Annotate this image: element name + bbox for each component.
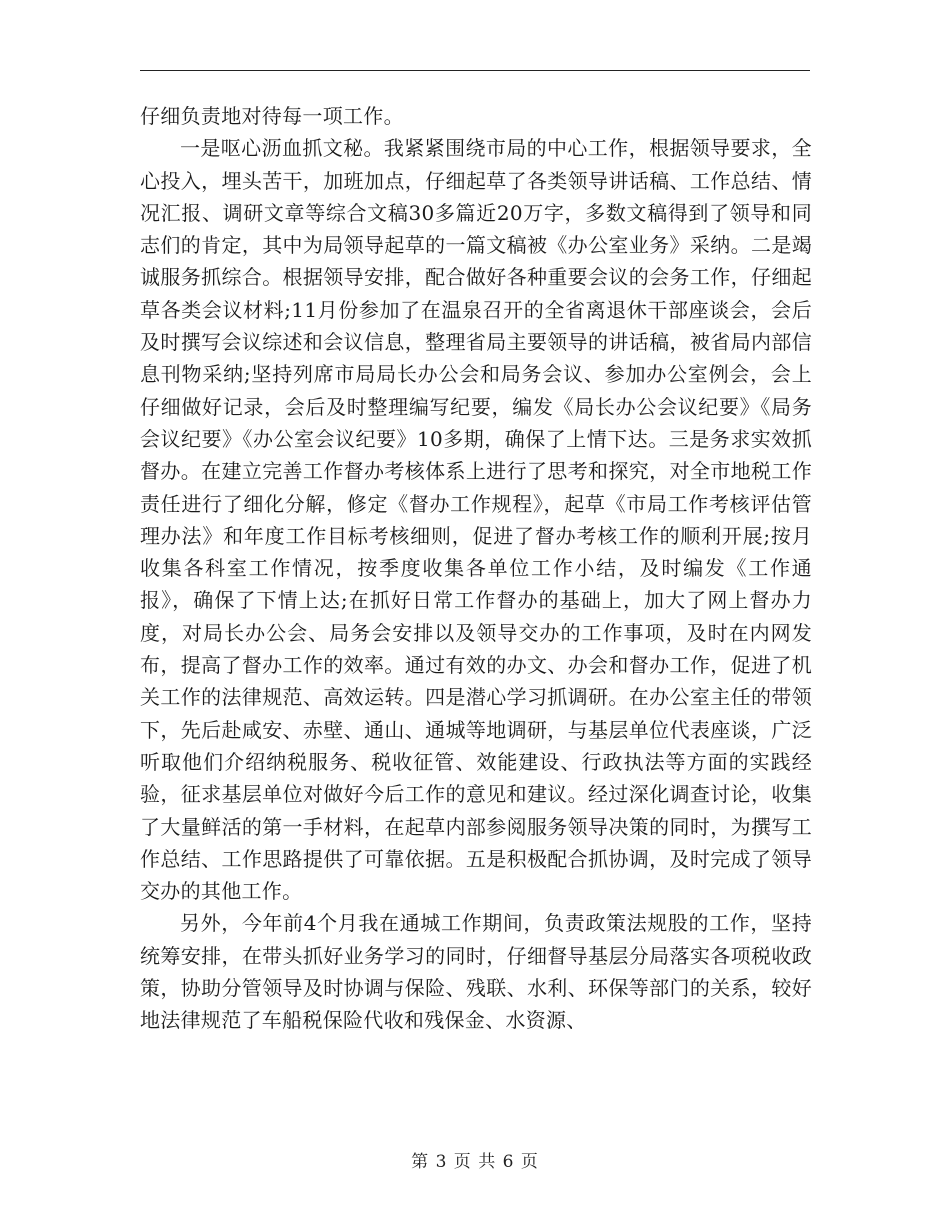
paragraph-work-items: 一是呕心沥血抓文秘。我紧紧围绕市局的中心工作，根据领导要求，全心投入，埋头苦干，加班加点，仔细起草了各类领导讲话稿、工作总结、情况汇报、调研文章等综合文稿30多篇近20万字，多数文稿得到了领导和同志们的肯定，其中为局领导起草的一篇文稿被《办公室业务》采纳。二是竭诚服务抓综合。根据领导安排，配合做好各种重要会议的会务工作，仔细起草各类会议材料;11月份参加了在温泉召开的全省离退休干部座谈会，会后及时撰写会议综述和会议信息，整理省局主要领导的讲话稿，被省局内部信息刊物采纳;坚持列席市局局长办公会和局务会议、参加办公室例会，会上仔细做好记录，会后及时整理编写纪要，编发《局长办公会议纪要》《局务会议纪要》《办公室会议纪要》10多期，确保了上情下达。三是务求实效抓督办。在建立完善工作督办考核体系上进行了思考和探究，对全市地税工作责任进行了细化分解，修定《督办工作规程》，起草《市局工作考核评估管理办法》和年度工作目标考核细则，促进了督办考核工作的顺利开展;按月收集各科室工作情况，按季度收集各单位工作小结，及时编发《工作通报》，确保了下情上达;在抓好日常工作督办的基础上，加大了网上督办力度，对局长办公会、局务会安排以及领导交办的工作事项，及时在内网发布，提高了督办工作的效率。通过有效的办文、办会和督办工作，促进了机关工作的法律规范、高效运转。四是潜心学习抓调研。在办公室主任的带领下，先后赴咸安、赤壁、通山、通城等地调研，与基层单位代表座谈，广泛听取他们介绍纳税服务、税收征管、效能建设、行政执法等方面的实践经验，征求基层单位对做好今后工作的意见和建议。经过深化调查讨论，收集了大量鲜活的第一手材料，在起草内部参阅服务领导决策的同时，为撰写工作总结、工作思路提供了可靠依据。五是积极配合抓协调，及时完成了领导交办的其他工作。 xyxy=(140,136,812,904)
paragraph-tongcheng-work: 另外，今年前4个月我在通城工作期间，负责政策法规股的工作，坚持统筹安排，在带头抓好业务学习的同时，仔细督导基层分局落实各项税收政策，协助分管领导及时协调与保险、残联、水利、环保等部门的关系，较好地法律规范了车船税保险代收和残保金、水资源、 xyxy=(140,911,812,1033)
header-rule xyxy=(140,70,810,71)
body-text xyxy=(140,100,812,1037)
page-number-footer: 第 3 页 共 6 页 xyxy=(411,1152,539,1172)
paragraph-continuation: 仔细负责地对待每一项工作。 xyxy=(140,104,404,128)
